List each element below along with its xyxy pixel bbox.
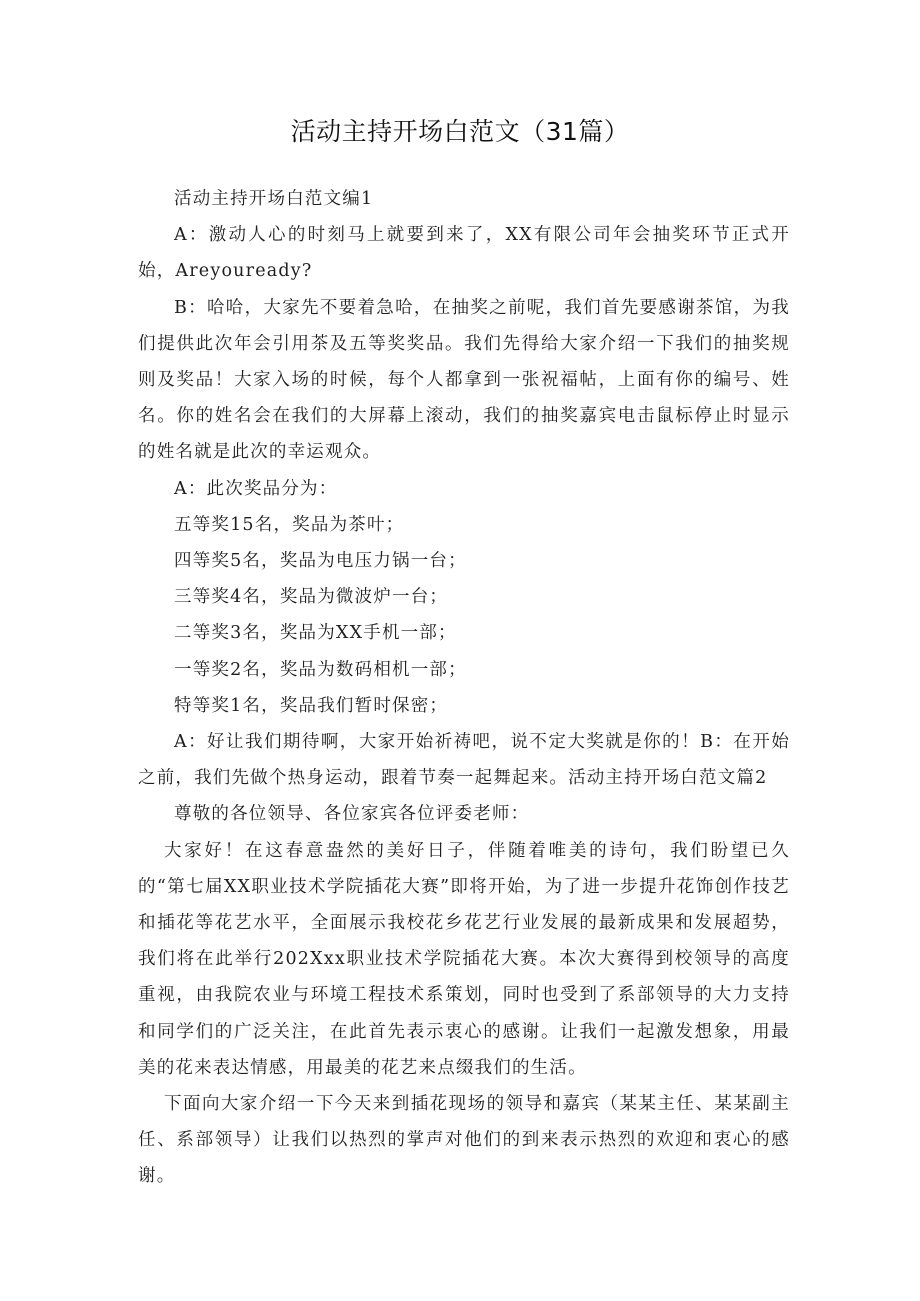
paragraph-guests: 下面向大家介绍一下今天来到插花现场的领导和嘉宾（某某主任、某某副主任、系部领导）让我们以热烈的掌声对他们的到来表示热烈的欢迎和衷心的感谢。 xyxy=(138,1094,790,1187)
paragraph-a-intro: A：激动人心的时刻马上就要到来了，XX有限公司年会抽奖环节正式开始，Areyouready? xyxy=(138,225,790,282)
paragraph-prizes-intro: A：此次奖品分为： xyxy=(174,478,338,499)
paragraph-greeting: 尊敬的各位领导、各位家宾各位评委老师： xyxy=(174,804,530,825)
paragraph-prize-3: 三等奖4名，奖品为微波炉一台； xyxy=(174,587,449,608)
document-body xyxy=(138,181,790,1195)
paragraph-prize-special: 特等奖1名，奖品我们暂时保密； xyxy=(174,695,449,716)
paragraph-prize-2: 二等奖3名，奖品为XX手机一部； xyxy=(174,623,457,644)
paragraph-prize-1: 一等奖2名，奖品为数码相机一部； xyxy=(174,659,467,680)
paragraph-prize-5: 五等奖15名，奖品为茶叶； xyxy=(174,514,405,535)
paragraph-warmup: A：好让我们期待啊，大家开始祈祷吧，说不定大奖就是你的！B：在开始之前，我们先做个热身运动，跟着节奏一起舞起来。活动主持开场白范文篇2 xyxy=(138,732,790,789)
paragraph-prize-4: 四等奖5名，奖品为电压力锅一台； xyxy=(174,551,467,572)
paragraph-heading-1: 活动主持开场白范文编1 xyxy=(174,189,374,209)
document-title: 活动主持开场白范文（31篇） xyxy=(290,117,630,146)
paragraph-b-rules: B：哈哈，大家先不要着急哈，在抽奖之前呢，我们首先要感谢茶馆，为我们提供此次年会引用茶及五等奖奖品。我们先得给大家介绍一下我们的抽奖规则及奖品！大家入场的时候，每个人都拿到一张祝福帖，上面有你的编号、姓名。你的姓名会在我们的大屏幕上滚动，我们的抽奖嘉宾电击鼠标停止时显示的姓名就是此次的幸运观众。 xyxy=(138,297,790,463)
paragraph-contest-intro: 大家好！在这春意盎然的美好日子，伴随着唯美的诗句，我们盼望已久的“第七届XX职业技术学院插花大赛”即将开始，为了进一步提升花饰创作技艺和插花等花艺水平，全面展示我校花乡花艺行业发展的最新成果和发展超势，我们将在此举行202Xxx职业技术学院插花大赛。本次大赛得到校领导的高度重视，由我院农业与环境工程技术系策划，同时也受到了系部领导的大力支持和同学们的广泛关注，在此首先表示衷心的感谢。让我们一起激发想象，用最美的花来表达情感，用最美的花艺来点缀我们的生活。 xyxy=(138,840,790,1078)
